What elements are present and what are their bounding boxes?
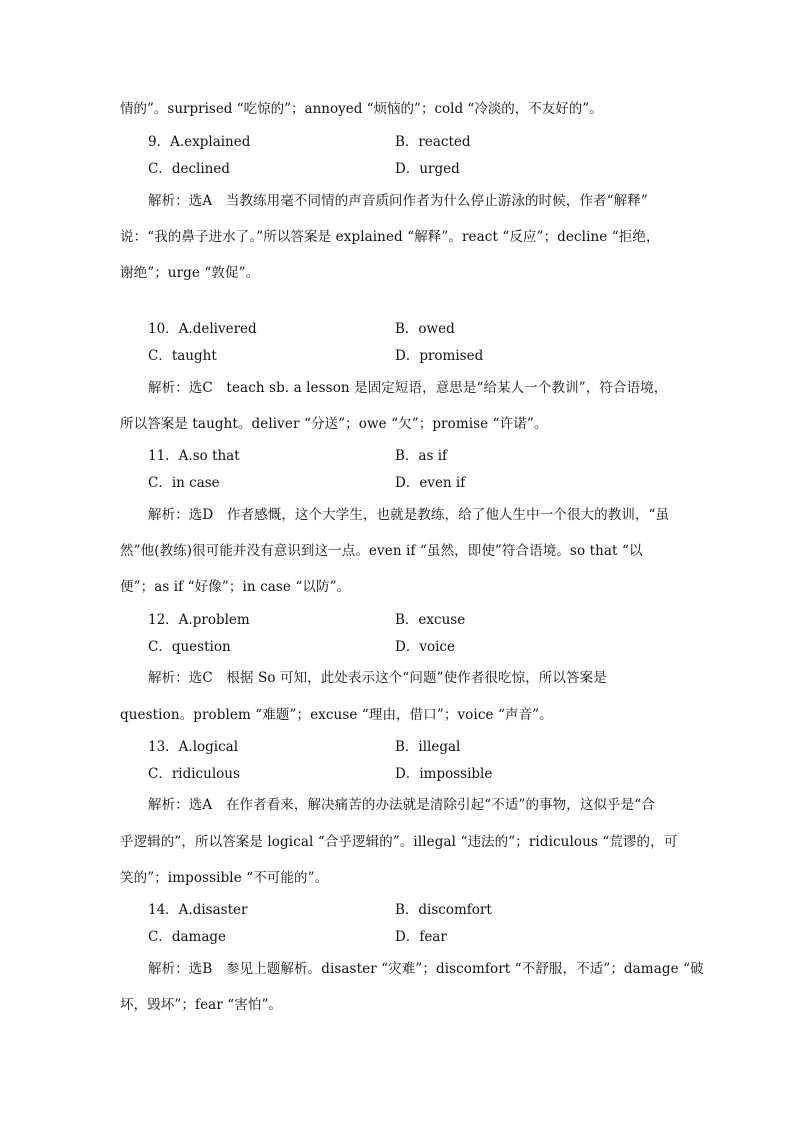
explanation-line: 便”；as if “好像”；in case “以防”。 (120, 579, 351, 595)
explanation-line: 所以答案是 taught。deliver “分送”；owe “欠”；promise “许诺”。 (120, 416, 548, 432)
explanation-line: 说：“我的鼻子进水了。”所以答案是 explained “解释”。react “反应”；decline “拒绝， (120, 229, 660, 245)
explanation-line: 然”他(教练)很可能并没有意识到这一点。even if “虽然，即使”符合语境。so that “以 (120, 543, 643, 559)
option-a: 9．A.explained (148, 134, 251, 150)
explanation-line: 坏，毁坏”；fear “害怕”。 (120, 997, 283, 1013)
explanation-line: 解析：选A 在作者看来，解决痛苦的办法就是清除引起“不适”的事物，这似乎是“合 (148, 797, 655, 813)
option-d: D．urged (395, 161, 460, 177)
option-a: 13．A.logical (148, 739, 239, 755)
explanation-line: 笑的”；impossible “不可能的”。 (120, 870, 329, 886)
option-c: C．question (148, 639, 231, 655)
option-b: B．reacted (395, 134, 471, 150)
option-d: D．even if (395, 475, 466, 491)
intro-line: 情的”。surprised “吃惊的”；annoyed “烦恼的”；cold “冷淡的，不友好的”。 (120, 101, 603, 117)
option-d: D．fear (395, 929, 447, 945)
explanation-line: 解析：选C 根据 So 可知，此处表示这个“问题”使作者很吃惊，所以答案是 (148, 670, 607, 686)
option-a: 14．A.disaster (148, 902, 248, 918)
explanation-line: 解析：选C teach sb. a lesson 是固定短语，意思是“给某人一个教训”，符合语境， (148, 380, 668, 396)
explanation-line: 解析：选A 当教练用毫不同情的声音质问作者为什么停止游泳的时候，作者“解释” (148, 193, 648, 209)
explanation-line: 乎逻辑的”，所以答案是 logical “合乎逻辑的”。illegal “违法的”；ridiculous “荒谬的，可 (120, 834, 678, 850)
option-c: C．ridiculous (148, 766, 240, 782)
option-c: C．in case (148, 475, 220, 491)
explanation-line: 解析：选B 参见上题解析。disaster “灾难”；discomfort “不舒服，不适”；damage “破 (148, 961, 704, 977)
option-b: B．illegal (395, 739, 461, 755)
option-b: B．owed (395, 321, 455, 337)
option-c: C．declined (148, 161, 230, 177)
option-d: D．promised (395, 348, 484, 364)
explanation-line: 谢绝”；urge “敦促”。 (120, 265, 260, 281)
option-a: 12．A.problem (148, 612, 250, 628)
option-c: C．taught (148, 348, 217, 364)
option-d: D．impossible (395, 766, 493, 782)
explanation-line: question。problem “难题”；excuse “理由，借口”；voice “声音”。 (120, 707, 553, 723)
option-b: B．excuse (395, 612, 466, 628)
option-d: D．voice (395, 639, 455, 655)
explanation-line: 解析：选D 作者感慨，这个大学生，也就是教练，给了他人生中一个很大的教训，“虽 (148, 507, 670, 523)
option-a: 11．A.so that (148, 448, 240, 464)
option-c: C．damage (148, 929, 227, 945)
option-b: B．as if (395, 448, 448, 464)
option-a: 10．A.delivered (148, 321, 257, 337)
option-b: B．discomfort (395, 902, 492, 918)
